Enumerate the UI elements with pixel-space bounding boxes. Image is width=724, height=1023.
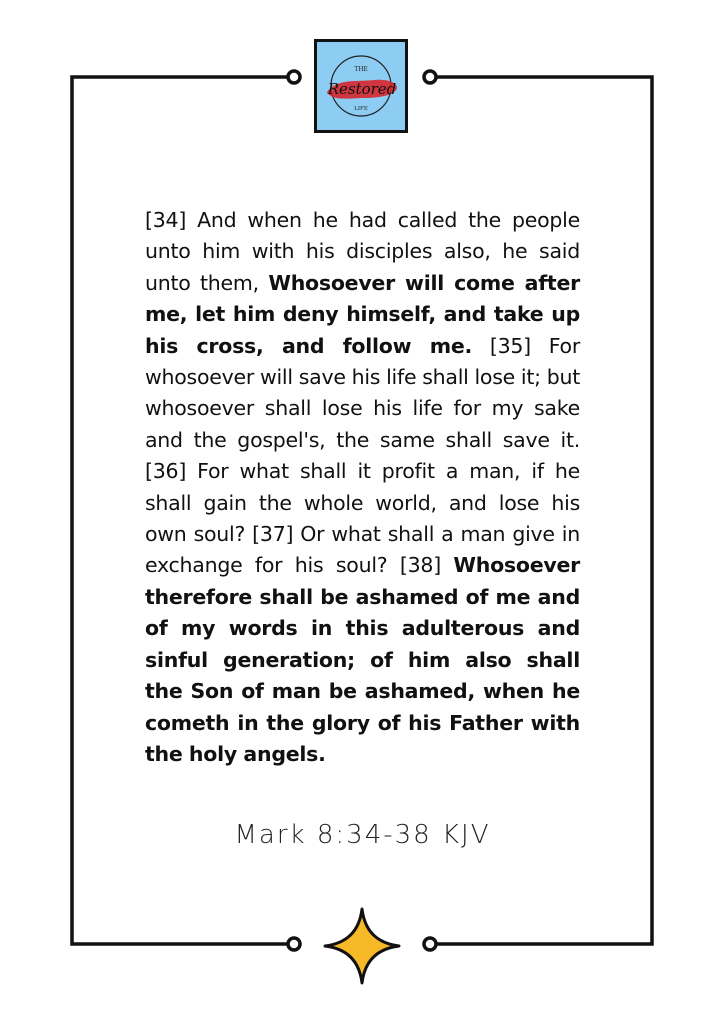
frame-dot-bottom-right: [424, 938, 436, 950]
frame-dot-top-right: [424, 71, 436, 83]
frame-dot-bottom-left: [288, 938, 300, 950]
verse-segment: [34] And when he had called the people unto him with his disciples also, he said unto them,: [145, 208, 580, 295]
logo-bottom-text: LIFE: [354, 106, 368, 112]
verse-segment: [35] For whosoever will save his life shall lose it; but whosoever shall lose his life for my sake and the gospel's, the same shall save it. [36] For what shall it profit a man, if he shall gain the whole world, and lose his own soul? [37] Or what shall a man give in exchange for his soul? [38]: [145, 333, 580, 578]
frame-dot-top-left: [288, 71, 300, 83]
scripture-passage: [145, 205, 580, 770]
verse-bold-segment: Whosoever therefore shall be ashamed of me and of my words in this adulterous and sinful generation; of him also shall the Son of man be ashamed, when he cometh in the glory of his Father with the holy angels.: [145, 553, 580, 766]
logo-script-text: Restored: [327, 80, 397, 98]
logo-top-text: THE: [354, 66, 368, 73]
the-restored-life-logo: [314, 39, 408, 133]
four-point-star-icon: [322, 906, 402, 986]
verse-bold-segment: Whosoever will come after me, let him deny himself, and take up his cross, and follow me.: [145, 270, 580, 358]
scripture-reference: Mark 8:34-38 KJV: [234, 820, 491, 850]
